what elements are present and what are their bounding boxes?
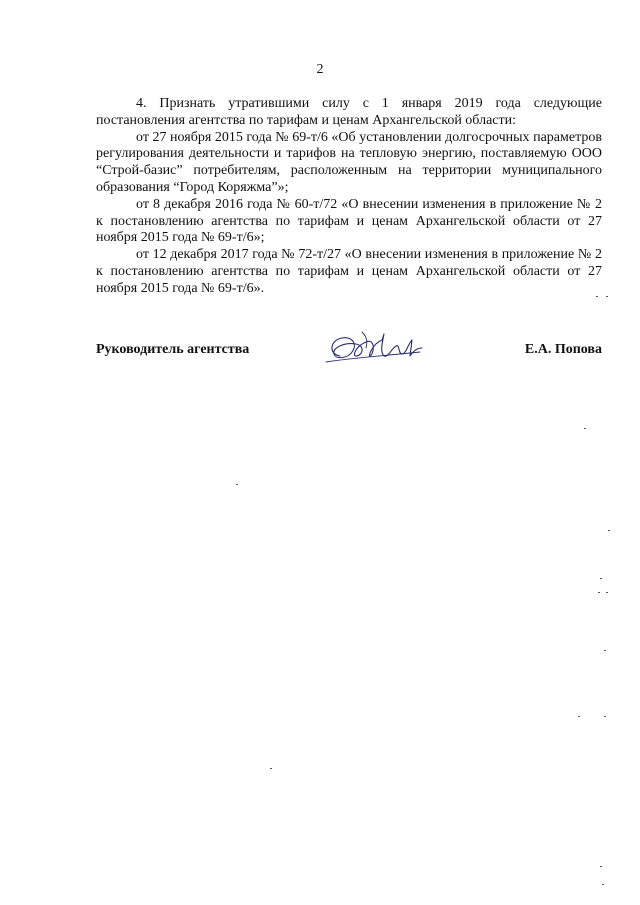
repealed-item-2: от 8 декабря 2016 года № 60-т/72 «О внесении изменения в приложение № 2 к постановлению агентства по тарифам и ценам Архангельской области от 27 ноября 2015 года № 69-т/6»; xyxy=(96,196,602,246)
scan-speck xyxy=(270,768,272,769)
scan-speck xyxy=(608,530,610,531)
scan-speck xyxy=(600,578,602,579)
signature-block xyxy=(96,338,602,378)
page-number: 2 xyxy=(316,62,324,77)
scan-speck xyxy=(606,592,608,593)
scan-speck xyxy=(236,484,238,485)
signatory-title: Руководитель агентства xyxy=(96,342,250,357)
scan-speck xyxy=(604,716,606,717)
scan-speck xyxy=(596,296,598,297)
repealed-item-1: от 27 ноября 2015 года № 69-т/6 «Об установлении долгосрочных параметров регулирования деятельности и тарифов на тепловую энергию, поставляемую ООО “Строй-базис” потребителям, расположенным на территории муниципального образования “Город Коряжма”»; xyxy=(96,129,602,195)
intro-paragraph: 4. Признать утратившими силу с 1 января 2019 года следующие постановления агентства по тарифам и ценам Архангельской области: xyxy=(96,96,602,128)
scan-speck xyxy=(602,884,604,885)
scan-speck xyxy=(604,650,606,651)
signatory-name: Е.А. Попова xyxy=(524,342,602,357)
handwritten-signature-icon xyxy=(322,326,432,370)
scan-speck xyxy=(584,428,586,429)
scan-speck xyxy=(606,296,608,297)
scan-speck xyxy=(598,592,600,593)
document-body xyxy=(96,96,602,298)
scan-speck xyxy=(600,866,602,867)
repealed-item-3: от 12 декабря 2017 года № 72-т/27 «О внесении изменения в приложение № 2 к постановлению агентства по тарифам и ценам Архангельской области от 27 ноября 2015 года № 69-т/6». xyxy=(96,247,602,296)
scan-speck xyxy=(578,716,580,717)
